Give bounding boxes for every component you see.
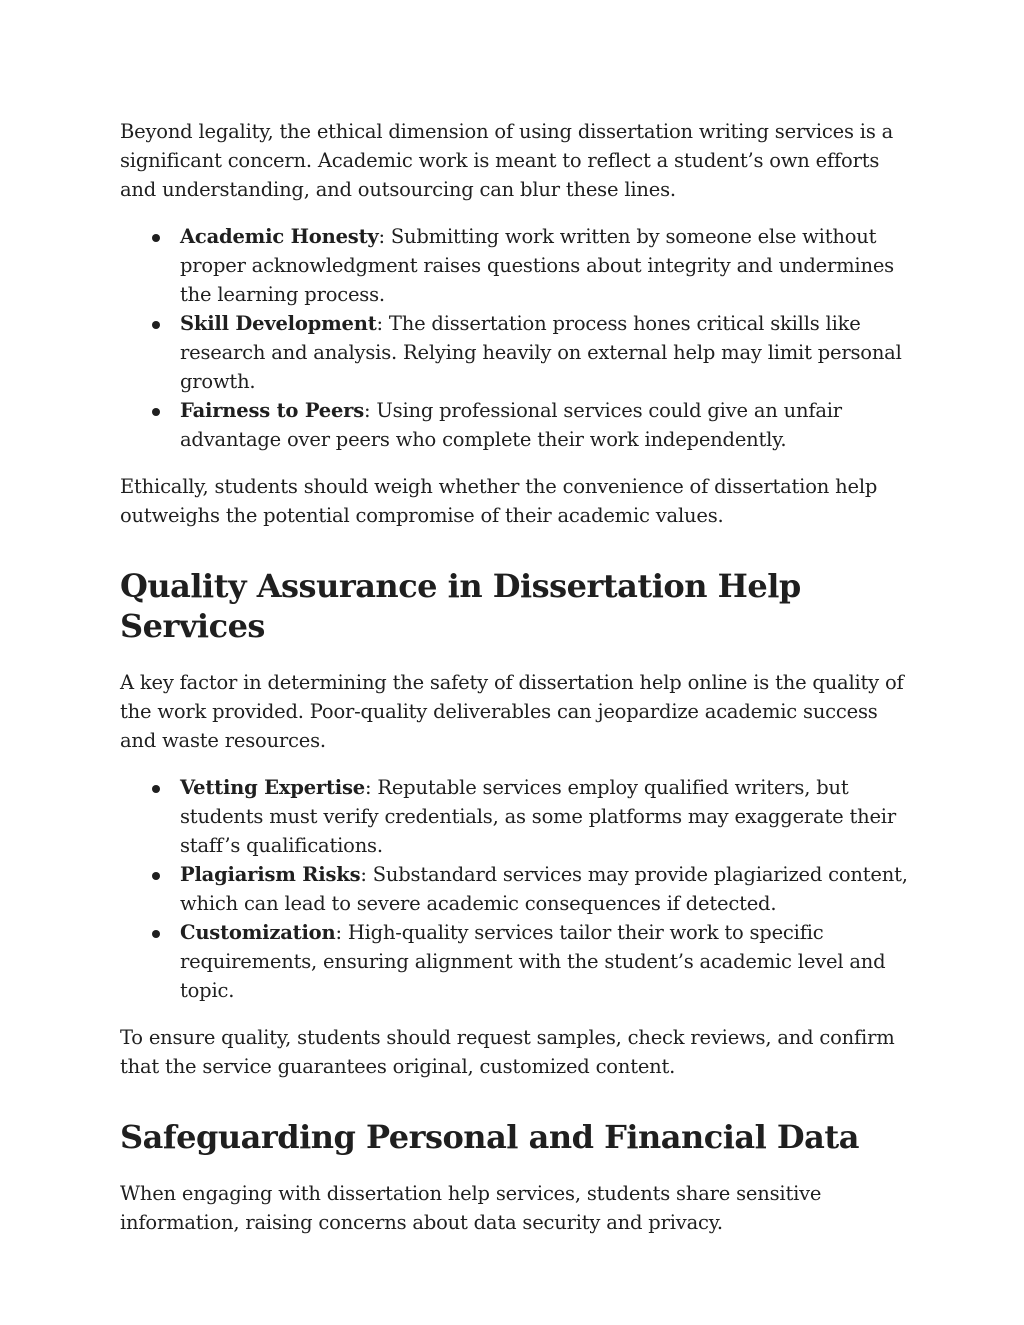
bullet-icon bbox=[152, 321, 160, 329]
bullet-text: : Substandard services may provide plagiarized content, which can lead to severe academic consequences if detected. bbox=[180, 863, 908, 915]
bullet-text: : High-quality services tailor their work to specific requirements, ensuring alignment with the student’s academic level and topic. bbox=[180, 921, 886, 1002]
quality-outro-paragraph: To ensure quality, students should request samples, check reviews, and confirm that the service guarantees original, customized content. bbox=[120, 1026, 895, 1078]
bullet-term: Plagiarism Risks bbox=[180, 863, 361, 886]
ethics-outro-paragraph: Ethically, students should weigh whether the convenience of dissertation help outweighs the potential compromise of their academic values. bbox=[120, 475, 878, 527]
bullet-term: Academic Honesty bbox=[180, 225, 379, 248]
bullet-text: : Submitting work written by someone else without proper acknowledgment raises questions about integrity and undermines the learning process. bbox=[180, 225, 894, 306]
section-heading-quality: Quality Assurance in Dissertation Help Services bbox=[120, 567, 801, 645]
data-intro-paragraph: When engaging with dissertation help services, students share sensitive information, raising concerns about data security and privacy. bbox=[120, 1182, 822, 1234]
bullet-term: Customization bbox=[180, 921, 336, 944]
bullet-text: : The dissertation process hones critical skills like research and analysis. Relying heavily on external help may limit personal growth. bbox=[180, 312, 902, 393]
quality-bullet-list bbox=[120, 773, 910, 1005]
list-item bbox=[180, 309, 910, 396]
document-page bbox=[120, 117, 910, 1237]
bullet-icon bbox=[152, 785, 160, 793]
bullet-icon bbox=[152, 234, 160, 242]
bullet-text: : Reputable services employ qualified writers, but students must verify credentials, as some platforms may exaggerate their staff’s qualifications. bbox=[180, 776, 896, 857]
list-item bbox=[180, 396, 910, 454]
bullet-term: Fairness to Peers bbox=[180, 399, 365, 422]
list-item bbox=[180, 918, 910, 1005]
list-item bbox=[180, 773, 910, 860]
bullet-term: Vetting Expertise bbox=[180, 776, 365, 799]
ethics-bullet-list bbox=[120, 222, 910, 454]
bullet-icon bbox=[152, 930, 160, 938]
bullet-text: : Using professional services could give an unfair advantage over peers who complete their work independently. bbox=[180, 399, 842, 451]
bullet-term: Skill Development bbox=[180, 312, 377, 335]
section-heading-data: Safeguarding Personal and Financial Data bbox=[120, 1118, 859, 1156]
bullet-icon bbox=[152, 408, 160, 416]
bullet-icon bbox=[152, 872, 160, 880]
list-item bbox=[180, 860, 910, 918]
ethics-intro-paragraph: Beyond legality, the ethical dimension of using dissertation writing services is a significant concern. Academic work is meant to reflect a student’s own efforts and understanding, and outsourcing can blur these lines. bbox=[120, 120, 894, 201]
quality-intro-paragraph: A key factor in determining the safety of dissertation help online is the quality of the work provided. Poor-quality deliverables can jeopardize academic success and waste resources. bbox=[120, 671, 904, 752]
list-item bbox=[180, 222, 910, 309]
